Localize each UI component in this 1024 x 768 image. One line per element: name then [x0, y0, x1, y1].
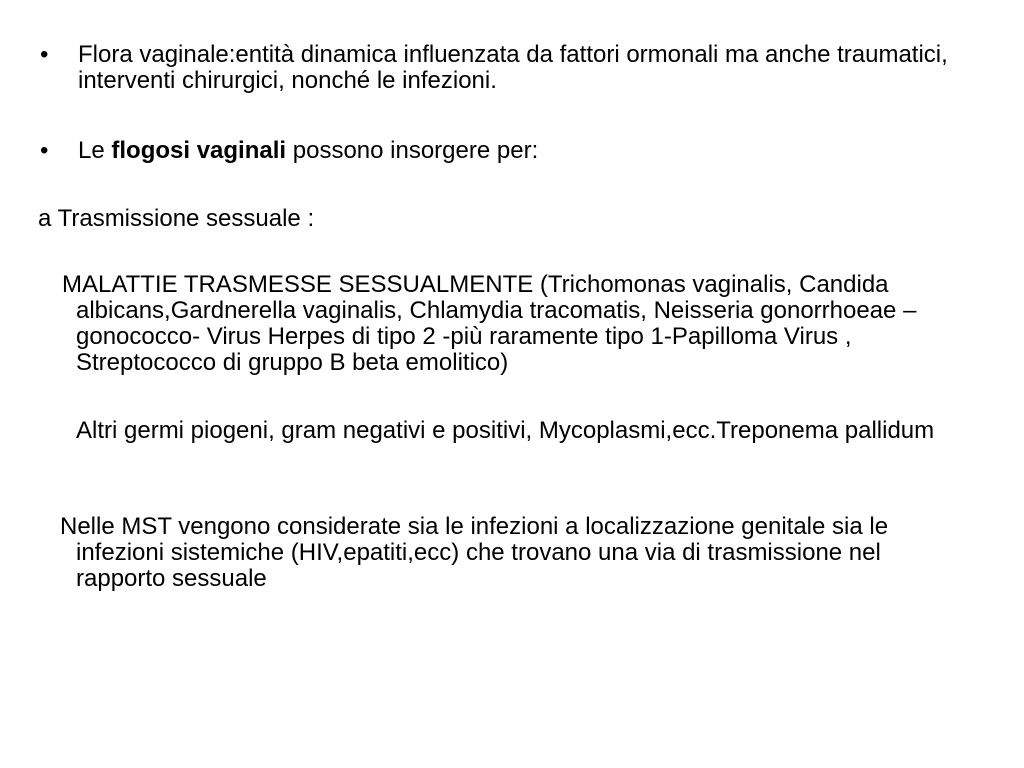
mst-note-first-word: Nelle	[60, 513, 115, 540]
bullet-marker: •	[40, 137, 49, 164]
mst-paragraph	[62, 271, 976, 376]
mst-paragraph-rest: TRASMESSE SESSUALMENTE (Trichomonas vaginalis, Candida albicans,Gardnerella vaginalis, Chlamydia tracomatis, Neisseria gonorrhoeae –gonococco- Virus Herpes di tipo 2 -più raramente tipo 1-Papilloma Virus , Streptococco di gruppo B beta emolitico)	[76, 271, 917, 376]
bullet-suffix: possono insorgere per:	[286, 137, 539, 164]
section-heading: a Trasmissione sessuale :	[38, 205, 315, 232]
bullet-prefix: Le	[78, 137, 112, 164]
bold-term: flogosi vaginali	[111, 137, 287, 164]
mst-note-paragraph	[60, 513, 976, 592]
bullet-text-flora: Flora vaginale:entità dinamica influenzata da fattori ormonali ma anche traumatici, interventi chirurgici, nonché le infezioni.	[78, 41, 948, 94]
bullet-text-flogosi	[78, 138, 970, 164]
mst-note-rest: MST vengono considerate sia le infezioni a localizzazione genitale sia le infezioni sistemiche (HIV,epatiti,ecc) che trovano una via di trasmissione nel rapporto sessuale	[76, 513, 889, 592]
bullet-item-flogosi	[40, 138, 970, 164]
bullet-item-flora	[40, 42, 970, 94]
other-germs-paragraph: Altri germi piogeni, gram negativi e positivi, Mycoplasmi,ecc.Treponema pallidum	[76, 417, 935, 444]
bullet-marker: •	[40, 41, 49, 68]
mst-paragraph-first-word: MALATTIE	[62, 271, 178, 298]
